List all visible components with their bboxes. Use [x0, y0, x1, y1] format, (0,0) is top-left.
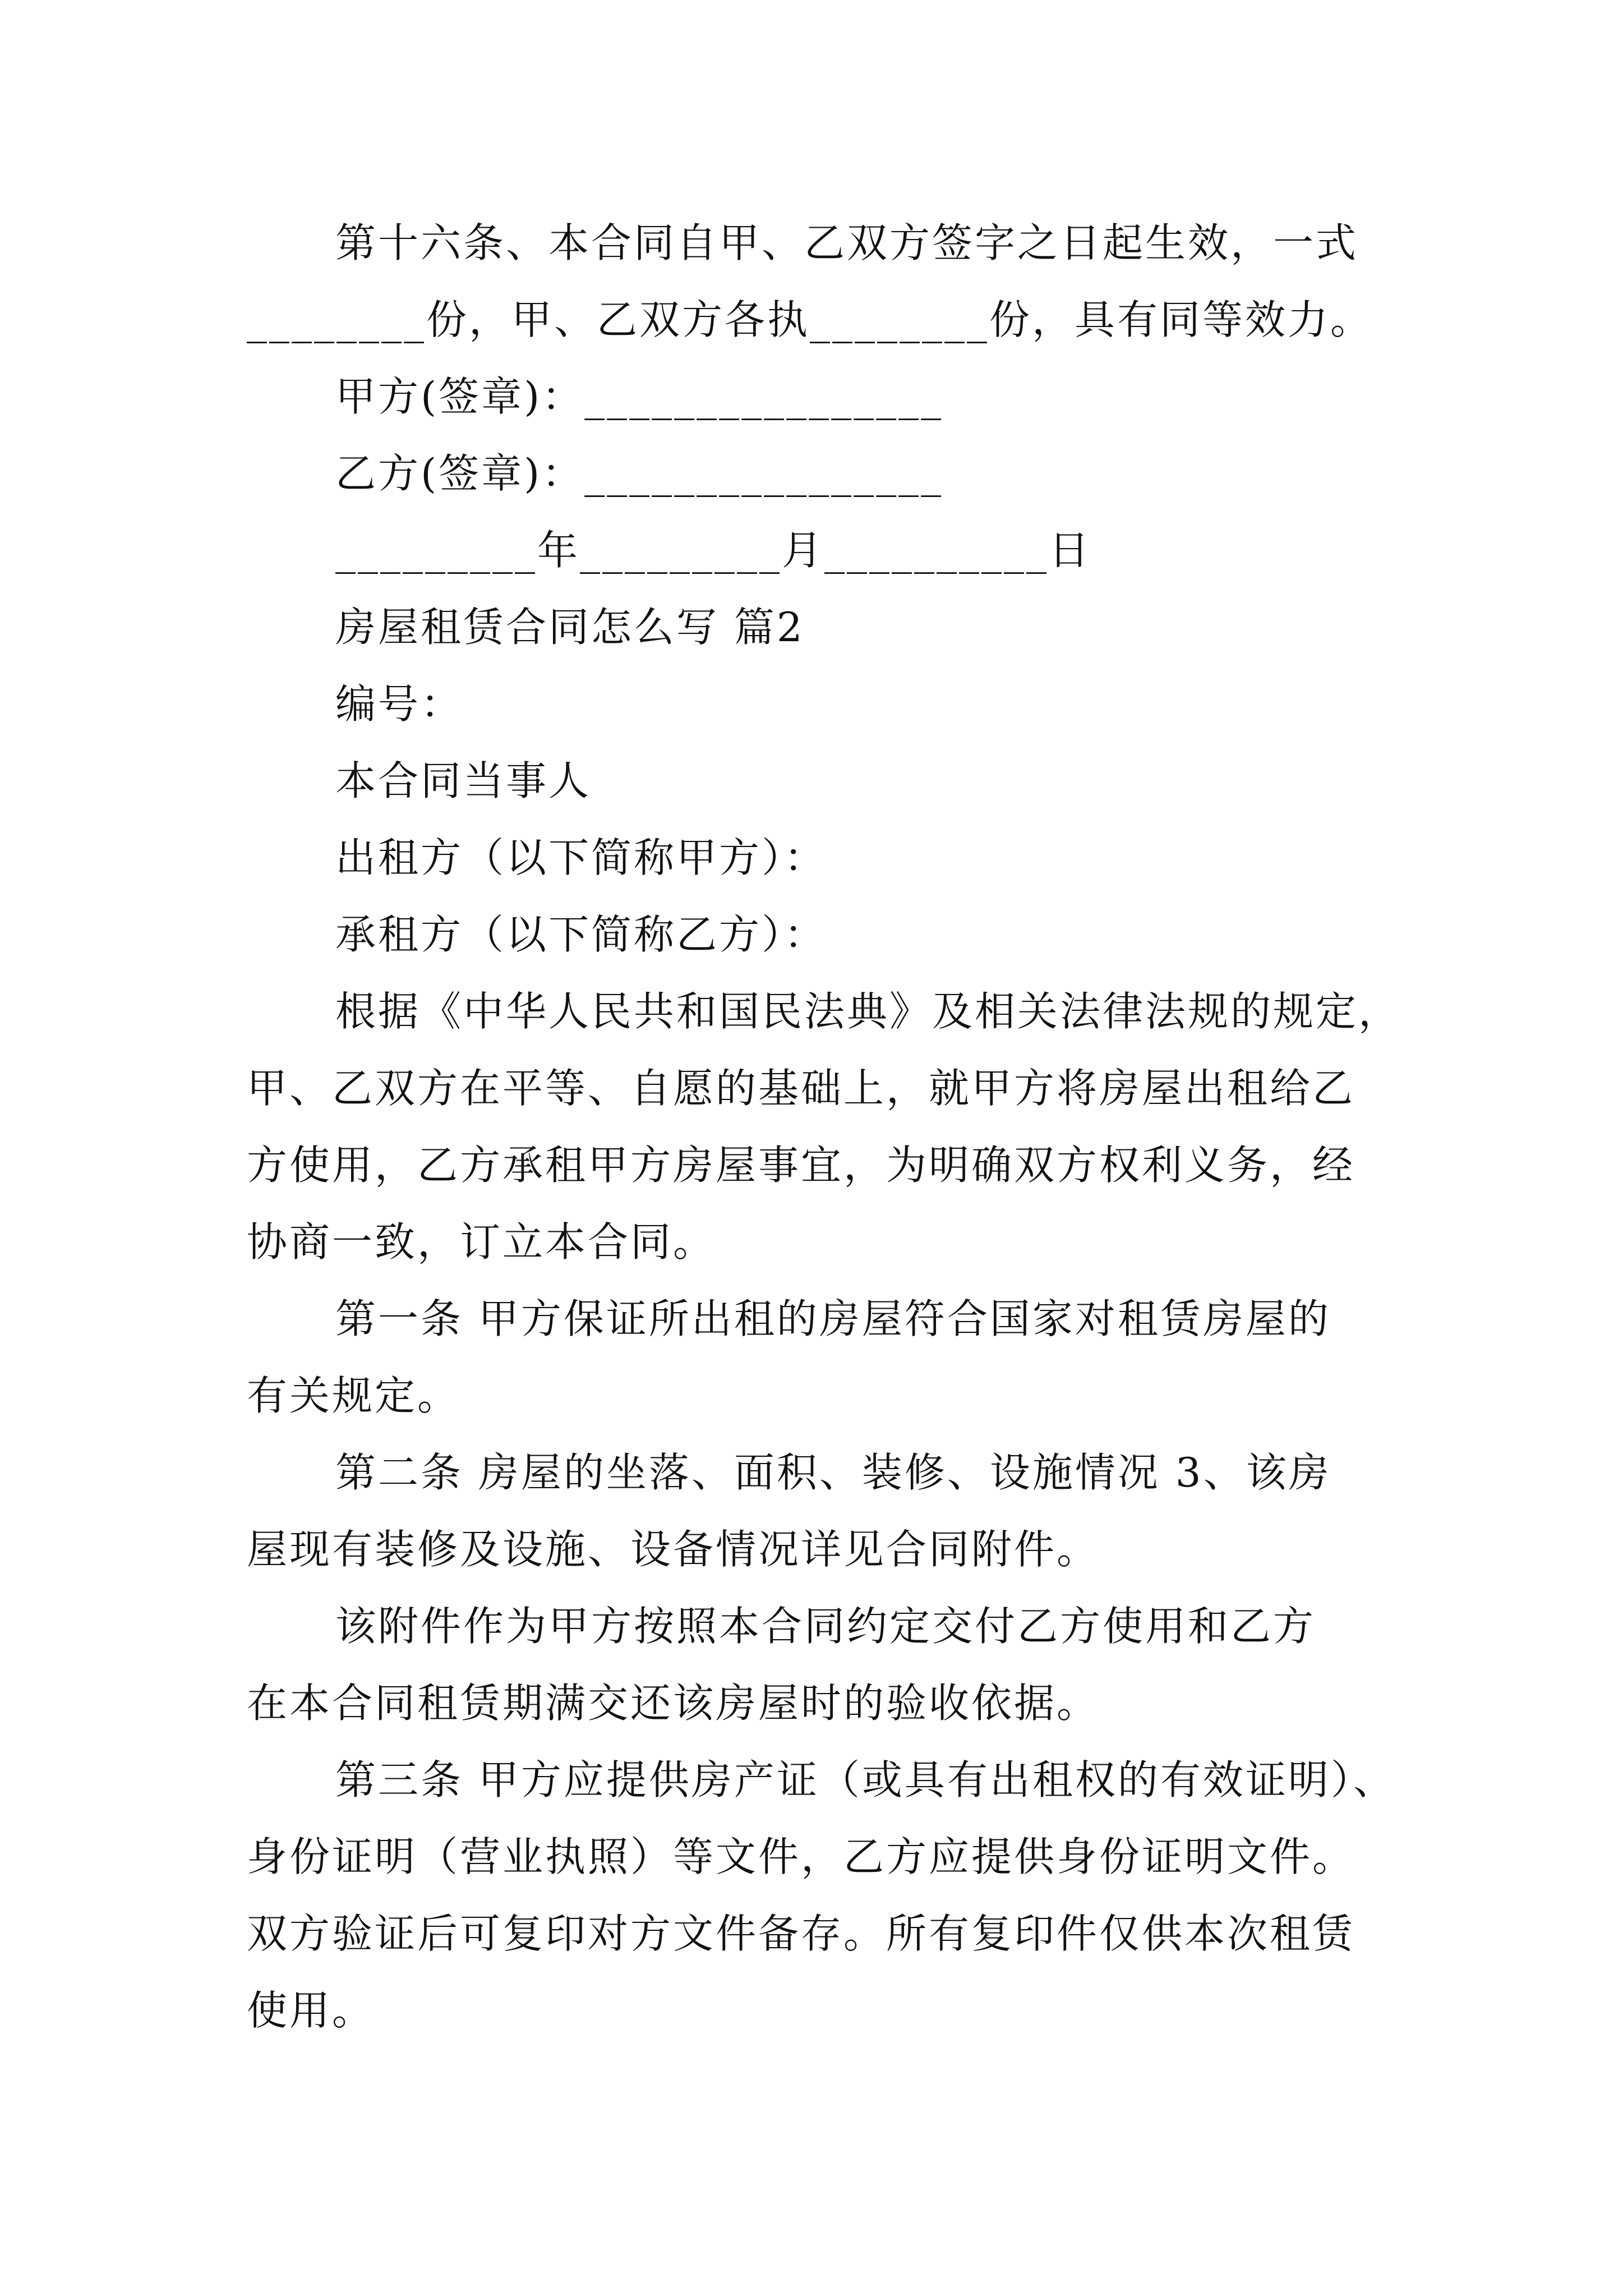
- preamble-line-4: 协商一致，订立本合同。: [247, 1218, 716, 1266]
- clause-16-line-1: 第十六条、本合同自甲、乙双方签字之日起生效，一式: [335, 219, 1359, 266]
- preamble-line-1: 根据《中华人民共和国民法典》及相关法律法规的规定，: [335, 988, 1401, 1035]
- parties-heading: 本合同当事人: [335, 757, 592, 804]
- preamble-line-2: 甲、乙双方在平等、自愿的基础上，就甲方将房屋出租给乙: [247, 1065, 1355, 1112]
- attachment-line-2: 在本合同租赁期满交还该房屋时的验收依据。: [247, 1680, 1100, 1727]
- date-line: _________年_________月__________日: [335, 527, 1091, 574]
- article-1-line-1: 第一条 甲方保证所出租的房屋符合国家对租赁房屋的: [335, 1295, 1331, 1342]
- article-1-line-2: 有关规定。: [247, 1372, 460, 1419]
- article-2-line-1: 第二条 房屋的坐落、面积、装修、设施情况 3、该房: [335, 1449, 1331, 1496]
- lessee-line: 承租方（以下简称乙方）：: [335, 911, 827, 958]
- article-3-line-1: 第三条 甲方应提供房产证（或具有出租权的有效证明）、: [335, 1756, 1396, 1803]
- contract-number-label: 编号：: [335, 680, 464, 728]
- section-title: 房屋租赁合同怎么写 篇2: [335, 604, 805, 651]
- party-b-signature-line: 乙方(签章)：________________: [335, 450, 944, 497]
- article-3-line-2: 身份证明（营业执照）等文件，乙方应提供身份证明文件。: [247, 1833, 1355, 1880]
- article-2-line-2: 屋现有装修及设施、设备情况详见合同附件。: [247, 1526, 1100, 1573]
- clause-16-line-2: ________份，甲、乙双方各执________份，具有同等效力。: [247, 296, 1373, 343]
- article-3-line-3: 双方验证后可复印对方文件备存。所有复印件仅供本次租赁: [247, 1910, 1355, 1957]
- preamble-line-3: 方使用，乙方承租甲方房屋事宜，为明确双方权利义务，经: [247, 1142, 1355, 1189]
- party-a-signature-line: 甲方(签章)：________________: [335, 373, 944, 420]
- lessor-line: 出租方（以下简称甲方）：: [335, 834, 827, 881]
- attachment-line-1: 该附件作为甲方按照本合同约定交付乙方使用和乙方: [335, 1603, 1316, 1650]
- article-3-line-4: 使用。: [247, 1987, 375, 2034]
